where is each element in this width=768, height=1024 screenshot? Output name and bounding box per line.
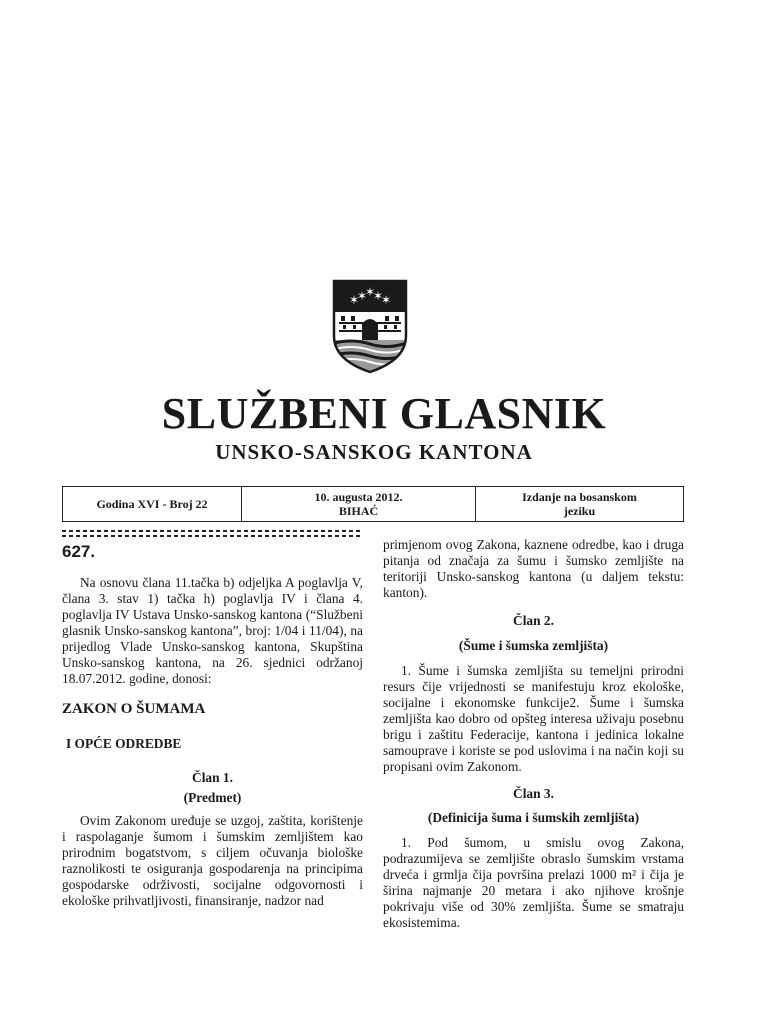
article-2-title: Član 2. [513, 613, 554, 628]
issue-place: BIHAĆ [338, 504, 379, 518]
article-3-title: Član 3. [513, 786, 554, 801]
publication-title: SLUŽBENI GLASNIK [161, 389, 607, 438]
svg-text:✶: ✶ [372, 289, 384, 303]
law-title: ZAKON O ŠUMAMA [62, 701, 206, 717]
document-number: 627. [62, 542, 96, 561]
issue-number: Godina XVI - Broj 22 [63, 487, 242, 521]
left-column [62, 575, 363, 909]
article-3-text: 1. Pod šumom, u smislu ovog Zakona, podrazumijeva se zemljište obraslo šumskim vrstama drveća i grmlja čija površina prelazi 1000 m² i čija je širina najmanje 20 metara i ako njihove krošnje pokrivaju više od 30% zemljišta. Šume se smatraju ekosistemima. [383, 835, 684, 930]
article-2-subtitle: (Šume i šumska zemljišta) [458, 638, 609, 653]
issue-date: 10. augusta 2012. [314, 490, 403, 504]
right-column [383, 537, 684, 931]
separator-rule [62, 530, 362, 537]
article-1-title: Član 1. [192, 770, 233, 785]
issue-edition [476, 487, 683, 521]
issue-info-box [62, 486, 684, 522]
svg-text:✶: ✶ [380, 293, 392, 307]
issue-date-place [242, 487, 476, 521]
article-1-subtitle: (Predmet) [183, 790, 242, 805]
article-1-text: Ovim Zakonom uređuje se uzgoj, zaštita, korištenje i raspolaganje šumom i šumskim zemljištem kao prirodnim bogatstvom, s ciljem očuvanja biološke raznolikosti te osiguranja gospodarenja na principima gospodarske održivosti, socijalne odgovornosti i ekološke prihvatljivosti, finansiranje, nadzor nad [62, 813, 363, 908]
section-title: I OPĆE ODREDBE [66, 736, 182, 751]
article-2-text: 1. Šume i šumska zemljišta su temeljni prirodni resurs čije vrijednosti se manifestuju kroz ekološke, socijalne i ekonomske funkcije2. Šume i šumska zemljišta kao dobro od opšteg interesa uživaju posebnu brigu i zaštitu Federacije, kantona i jedinica lokalne samouprave i koriste se pod uslovima i na način koji su propisani ovim Zakonom. [383, 663, 684, 774]
edition-line-2: jeziku [563, 504, 596, 518]
article-1-continuation: primjenom ovog Zakona, kaznene odredbe, kao i druga pitanja od značaja za šumu i šumsko zemljište na teritoriji Unsko-sanskog kantona (u daljem tekstu: kanton). [383, 537, 684, 600]
svg-text:✶: ✶ [364, 285, 376, 299]
article-3-subtitle: (Definicija šuma i šumskih zemljišta) [427, 810, 640, 825]
svg-text:✶: ✶ [356, 289, 368, 303]
preamble-text: Na osnovu člana 11.tačka b) odjeljka A poglavlja V, člana 3. stav 1) tačka h) poglavlja IV i člana 4. poglavlja IV Ustava Unsko-sanskog kantona (“Službeni glasnik Unsko-sanskog kantona”, broj: 1/04 i 11/04), na prijedlog Vlade Unsko-sanskog kantona, Skupština Unsko-sanskog kantona, na 26. sjednici održanoj 18.07.2012. godine, donosi: [62, 575, 363, 686]
coat-of-arms-icon [331, 278, 409, 374]
publication-subtitle: UNSKO-SANSKOG KANTONA [215, 440, 533, 464]
svg-text:✶: ✶ [348, 293, 360, 307]
edition-line-1: Izdanje na bosanskom [522, 490, 637, 504]
